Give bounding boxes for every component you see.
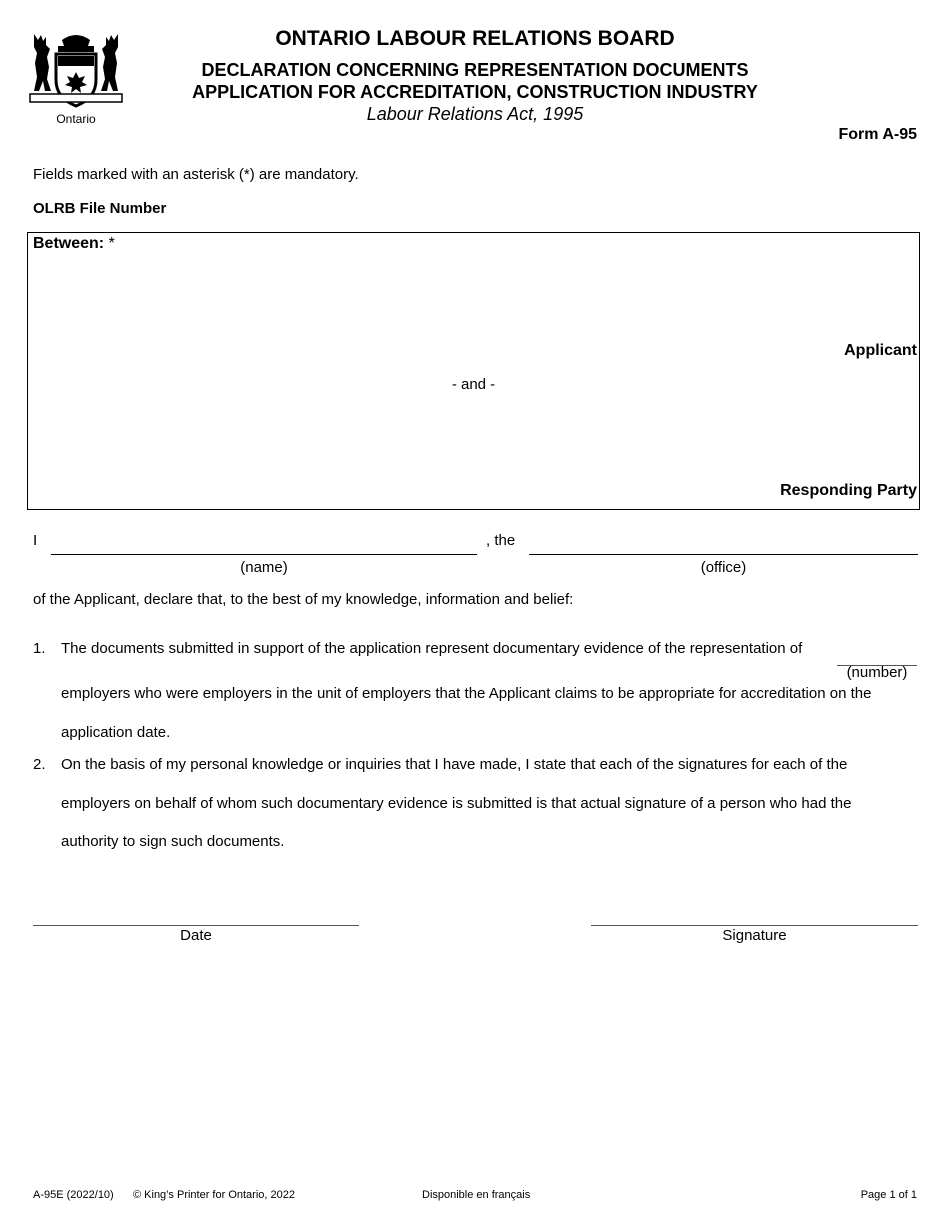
signature-caption: Signature bbox=[722, 927, 787, 944]
footer-french-link: Disponible en français bbox=[422, 1189, 531, 1201]
applicant-label: Applicant bbox=[844, 342, 917, 359]
the-label: , the bbox=[486, 532, 516, 549]
act-name: Labour Relations Act, 1995 bbox=[366, 104, 584, 124]
form-number: Form A-95 bbox=[838, 126, 917, 143]
board-title: ONTARIO LABOUR RELATIONS BOARD bbox=[275, 27, 675, 50]
item-1-text-line-1: The documents submitted in support of the application represent documentary evidence of the representation of bbox=[61, 640, 803, 657]
required-asterisk: * bbox=[108, 235, 115, 252]
mandatory-note: Fields marked with an asterisk (*) are mandatory. bbox=[33, 166, 359, 183]
footer-copyright: © King’s Printer for Ontario, 2022 bbox=[133, 1189, 295, 1201]
file-number-label: OLRB File Number bbox=[33, 200, 167, 217]
name-caption: (name) bbox=[240, 559, 288, 576]
item-1-text-line-2: employers who were employers in the unit of employers that the Applicant claims to be appropriate for accreditation on the bbox=[61, 685, 872, 702]
logo-wordmark: Ontario bbox=[56, 112, 96, 126]
item-1-number: 1. bbox=[33, 640, 46, 657]
between-label bbox=[33, 235, 115, 253]
item-1-text-line-3: application date. bbox=[61, 724, 171, 741]
item-2-number: 2. bbox=[33, 756, 46, 773]
name-field[interactable] bbox=[51, 554, 477, 555]
item-2-text-line-1: On the basis of my personal knowledge or inquiries that I have made, I state that each of the signatures for each of the bbox=[61, 756, 848, 773]
number-caption: (number) bbox=[846, 664, 908, 681]
item-2-text-line-2: employers on behalf of whom such documentary evidence is submitted is that actual signature of a person who had the bbox=[61, 795, 852, 812]
office-caption: (office) bbox=[700, 559, 747, 576]
declaration-intro: of the Applicant, declare that, to the best of my knowledge, information and belief: bbox=[33, 591, 574, 608]
responding-party-label: Responding Party bbox=[780, 482, 917, 499]
office-field[interactable] bbox=[529, 554, 918, 555]
date-field[interactable] bbox=[33, 925, 359, 926]
document-subtitle: APPLICATION FOR ACCREDITATION, CONSTRUCTION INDUSTRY bbox=[192, 82, 758, 102]
signature-field[interactable] bbox=[591, 925, 918, 926]
i-label: I bbox=[33, 532, 38, 549]
footer-form-code: A-95E (2022/10) bbox=[33, 1189, 114, 1201]
document-title: DECLARATION CONCERNING REPRESENTATION DOCUMENTS bbox=[201, 60, 749, 80]
between-text: Between: bbox=[33, 235, 105, 252]
date-caption: Date bbox=[180, 927, 212, 944]
footer-page-number: Page 1 of 1 bbox=[860, 1189, 917, 1201]
and-separator: - and - bbox=[451, 376, 496, 393]
parties-field[interactable] bbox=[27, 232, 920, 510]
item-2-text-line-3: authority to sign such documents. bbox=[61, 833, 285, 850]
